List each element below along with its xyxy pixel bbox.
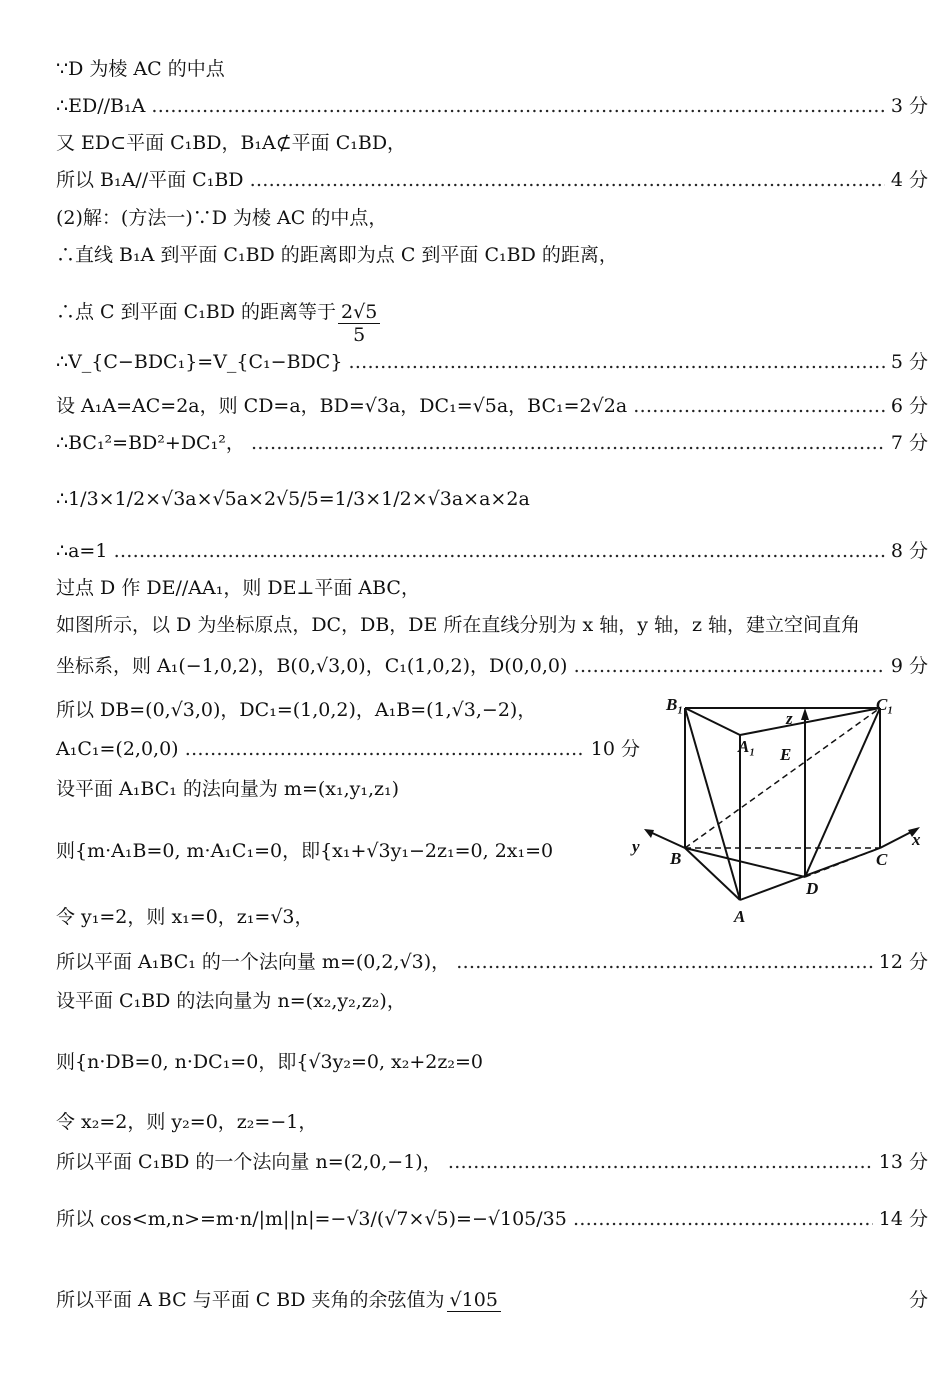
edge-bd — [685, 848, 805, 877]
label-a: A — [734, 907, 746, 926]
score: 9 分 — [890, 655, 928, 677]
edge-b1a1 — [685, 708, 740, 735]
label-z: z — [786, 709, 793, 728]
line-text: ∴BC₁²=BD²+DC₁²， — [56, 432, 245, 454]
arrow-z — [801, 708, 809, 720]
line-24 — [56, 1109, 928, 1135]
line-text: 所以 cos<m,n>=m·n/|m||n|=−√3/(√7×√5)=−√105/35 — [56, 1208, 567, 1230]
line-text: 又 ED⊂平面 C₁BD，B₁A⊄平面 C₁BD， — [56, 132, 407, 154]
line-26 — [56, 1206, 928, 1232]
score: 14 分 — [878, 1208, 928, 1230]
fraction-numerator: 2√5 — [338, 301, 380, 324]
leader-dots — [448, 1149, 873, 1175]
score: 5 分 — [890, 351, 928, 373]
line-text: 过点 D 作 DE//AA₁，则 DE⊥平面 ABC， — [56, 577, 420, 599]
label-a1: A₁ — [738, 737, 756, 756]
label-b1: B₁ — [666, 695, 684, 714]
leader-dots — [151, 93, 885, 119]
edge-a1c1 — [740, 708, 880, 735]
score: 8 分 — [890, 540, 928, 562]
score: 7 分 — [890, 432, 928, 454]
line-text: ∴1/3×1/2×√3a×√5a×2√5/5=1/3×1/2×√3a×a×2a — [56, 488, 530, 510]
score: 13 分 — [878, 1151, 928, 1173]
leader-dots — [113, 538, 884, 564]
line-22 — [56, 988, 928, 1014]
line-text: 如图所示，以 D 为坐标原点，DC，DB，DE 所在直线分别为 x 轴，y 轴，z 轴，建立空间直角 — [56, 614, 861, 636]
line-5 — [56, 205, 928, 231]
edge-b1a — [685, 708, 740, 900]
score: 4 分 — [890, 169, 928, 191]
fraction — [447, 1289, 501, 1334]
line-text: 所以 B₁A//平面 C₁BD — [56, 169, 244, 191]
line-21 — [56, 949, 928, 975]
fraction-denominator — [468, 1312, 480, 1334]
line-text: 设平面 C₁BD 的法向量为 n=(x₂,y₂,z₂)， — [56, 990, 406, 1012]
line-17 — [56, 736, 640, 762]
line-text: ∴a=1 — [56, 540, 108, 562]
score: 分 — [908, 1289, 928, 1311]
line-14 — [56, 612, 928, 638]
line-text: 则{m·A₁B=0, m·A₁C₁=0，即{x₁+√3y₁−2z₁=0, 2x₁=0 — [56, 840, 554, 862]
line-text: 坐标系，则 A₁(−1,0,2)，B(0,√3,0)，C₁(1,0,2)，D(0,0,0) — [56, 655, 568, 677]
line-text: ∴点 C 到平面 C₁BD 的距离等于 — [56, 301, 337, 323]
line-text: 所以平面 C₁BD 的一个法向量 n=(2,0,−1)， — [56, 1151, 442, 1173]
line-text: 令 x₂=2，则 y₂=0，z₂=−1， — [56, 1111, 318, 1133]
label-y: y — [632, 837, 640, 856]
line-9 — [56, 393, 928, 419]
score: 10 分 — [590, 738, 640, 760]
leader-dots — [251, 430, 885, 456]
line-1 — [56, 56, 928, 82]
line-16 — [56, 697, 640, 723]
line-8 — [56, 349, 928, 375]
fraction-numerator: √105 — [447, 1289, 501, 1312]
line-text: (2)解：(方法一)∵D 为棱 AC 的中点， — [56, 207, 388, 229]
line-text: 令 y₁=2，则 x₁=0，z₁=√3， — [56, 906, 314, 928]
line-4 — [56, 167, 928, 193]
leader-dots — [185, 736, 585, 762]
line-27 — [56, 1280, 928, 1334]
fraction-denominator: 5 — [353, 324, 366, 346]
line-18 — [56, 776, 640, 802]
line-6 — [56, 242, 928, 268]
label-d: D — [806, 879, 819, 898]
label-b: B — [670, 849, 682, 868]
line-13 — [56, 575, 928, 601]
line-text: 则{n·DB=0, n·DC₁=0，即{√3y₂=0, x₂+2z₂=0 — [56, 1051, 484, 1073]
line-12 — [56, 538, 928, 564]
score: 6 分 — [890, 395, 928, 417]
label-c: C — [876, 850, 888, 869]
line-7 — [56, 290, 928, 346]
line-20 — [56, 904, 640, 930]
score: 3 分 — [890, 95, 928, 117]
fraction — [338, 301, 380, 346]
leader-dots — [348, 349, 884, 375]
line-23 — [56, 1049, 928, 1075]
line-text: ∵D 为棱 AC 的中点 — [56, 58, 225, 80]
leader-dots — [250, 167, 885, 193]
line-text: ∴ED//B₁A — [56, 95, 146, 117]
line-text: ∴V_{C−BDC₁}=V_{C₁−BDC} — [56, 351, 343, 373]
label-e: E — [780, 745, 792, 764]
leader-dots — [573, 653, 884, 679]
leader-dots — [633, 393, 885, 419]
label-c1: C₁ — [876, 695, 894, 714]
line-text: 所以平面 A₁BC₁ 的一个法向量 m=(0,2,√3)， — [56, 951, 451, 973]
line-2 — [56, 93, 928, 119]
line-text: 所以 DB=(0,√3,0)，DC₁=(1,0,2)，A₁B=(1,√3,−2)， — [56, 699, 537, 721]
line-text: A₁C₁=(2,0,0) — [56, 738, 179, 760]
prism-figure — [630, 690, 930, 930]
line-11 — [56, 486, 928, 512]
line-3 — [56, 130, 928, 156]
leader-dots — [456, 949, 873, 975]
line-15 — [56, 653, 928, 679]
edge-bc1-hidden — [685, 708, 880, 848]
leader-dots — [573, 1206, 873, 1232]
arrow-y — [644, 829, 654, 838]
axis-y — [650, 832, 685, 848]
score: 12 分 — [878, 951, 928, 973]
line-text: ∴直线 B₁A 到平面 C₁BD 的距离即为点 C 到平面 C₁BD 的距离， — [56, 244, 618, 266]
label-x: x — [912, 830, 921, 849]
line-text: 设 A₁A=AC=2a，则 CD=a，BD=√3a，DC₁=√5a，BC₁=2√2a — [56, 395, 628, 417]
line-19 — [56, 838, 640, 864]
line-10 — [56, 430, 928, 456]
line-text: 所以平面 A BC 与平面 C BD 夹角的余弦值为 — [56, 1289, 445, 1311]
line-text: 设平面 A₁BC₁ 的法向量为 m=(x₁,y₁,z₁) — [56, 778, 400, 800]
line-25 — [56, 1149, 928, 1175]
